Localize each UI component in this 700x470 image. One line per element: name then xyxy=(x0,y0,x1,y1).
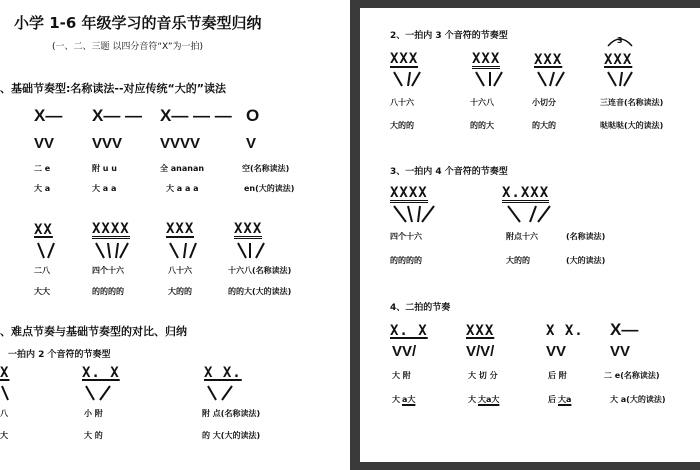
name-label: (名称读法) xyxy=(566,232,606,241)
read-label: en(大的读法) xyxy=(244,184,295,193)
read-label: 大 a a a xyxy=(166,184,199,193)
read-label: 大 xyxy=(392,395,400,404)
name-label: 四个十六 xyxy=(92,266,124,275)
name-label: 小 附 xyxy=(84,409,103,418)
name-label: 大 附 xyxy=(392,371,411,380)
read-label: 大a大 xyxy=(478,395,500,404)
section-4-heading: 4、二拍的节奏 xyxy=(390,303,451,313)
name-label: 后 附 xyxy=(548,371,567,380)
name-label: 大 切 分 xyxy=(468,371,498,380)
note-dotted-eighth: X. X xyxy=(82,365,120,381)
note-eighth-sixteenths: XXX xyxy=(166,221,195,237)
beat-marks: VV xyxy=(610,343,631,360)
name-label: 全 ananan xyxy=(160,164,205,173)
section-2-3-heading: 2、一拍内 3 个音符的节奏型 xyxy=(390,31,508,41)
name-label: 十六八 xyxy=(470,98,494,107)
page-subtitle: (一、二、三题 以四分音符“X”为一拍) xyxy=(52,42,204,52)
read-label: 大 xyxy=(0,431,8,440)
read-label: 大 xyxy=(468,395,476,404)
triplet-number: 3 xyxy=(617,36,623,45)
note-whole: X— — — xyxy=(160,106,232,125)
beat-lines-row3 xyxy=(0,384,350,408)
note-half: X— xyxy=(34,106,63,125)
read-label: 哒哒哒(大的读法) xyxy=(600,121,664,130)
beat-marks-3: VVVV xyxy=(160,135,201,152)
note-eighth-sixteenths: XXX xyxy=(390,51,419,67)
name-label: 附 点(名称读法) xyxy=(202,409,261,418)
note-four-sixteenths: XXXX xyxy=(390,185,428,201)
read-label: 的的大(大的读法) xyxy=(228,287,292,296)
read-label: 的大的 xyxy=(532,121,556,130)
note-triplet: XXX xyxy=(604,52,633,68)
name-label: 三连音(名称读法) xyxy=(600,98,664,107)
read-label: 大 a a xyxy=(92,184,117,193)
name-label: 二 e(名称读法) xyxy=(604,371,660,380)
beat-marks: V/V/ xyxy=(466,343,495,360)
right-page xyxy=(360,8,700,462)
name-label: 空(名称读法) xyxy=(242,164,290,173)
note-sixteenths: XXXX xyxy=(92,221,130,237)
read-label: 大的的 xyxy=(168,287,192,296)
section-2-subheading: 一拍内 2 个音符的节奏型 xyxy=(8,350,111,360)
read-label: 大 a(大的读法) xyxy=(610,395,666,404)
read-label: 的的的的 xyxy=(390,256,422,265)
beat-marks: VV xyxy=(546,343,567,360)
note-eighth: X xyxy=(0,365,10,381)
note-eighth-dotted: X X. xyxy=(204,365,242,381)
name-label: 四个十六 xyxy=(390,232,422,241)
read-label: 的 大(大的读法) xyxy=(202,431,261,440)
note-sixteenths-eighth: XXX xyxy=(234,221,263,237)
name-label: 八十六 xyxy=(168,266,192,275)
read-label: 大 的 xyxy=(84,431,103,440)
read-label: a大 xyxy=(402,395,416,404)
note-dotted-half: X— — xyxy=(92,106,143,125)
name-label: 附点十六 xyxy=(506,232,538,241)
note-half-2beat: X— xyxy=(610,320,639,339)
name-label: 十六八(名称读法) xyxy=(228,266,292,275)
name-label: 小切分 xyxy=(532,98,556,107)
note-eighths: XX xyxy=(34,222,53,238)
read-label: (大的读法) xyxy=(566,256,606,265)
name-label: 二 e xyxy=(34,164,51,173)
beat-marks-2: VVV xyxy=(92,135,123,152)
section-2-heading: 、难点节奏与基础节奏型的对比、归纳 xyxy=(0,325,187,338)
note-eighth-dotted-quarter: X X. xyxy=(546,323,584,339)
name-label: 附 u u xyxy=(92,164,117,173)
note-syncopation: XXX xyxy=(534,52,563,68)
beat-lines-3note xyxy=(360,28,700,98)
read-label: 大大 xyxy=(34,287,50,296)
read-label: 大 a xyxy=(34,184,51,193)
page-title: 小学 1-6 年级学习的音乐节奏型归纳 xyxy=(14,14,262,32)
name-label: 二八 xyxy=(34,266,50,275)
note-syncopation-2beat: XXX xyxy=(466,323,495,339)
note-sixteenths-eighth: XXX xyxy=(472,51,501,67)
beat-marks: VV/ xyxy=(392,343,417,360)
note-rest: O xyxy=(246,106,260,125)
section-3-heading: 3、一拍内 4 个音符的节奏型 xyxy=(390,167,508,177)
read-label: 的的的的 xyxy=(92,287,124,296)
section-1-heading: 、基础节奏型:名称读法--对应传统“大的”读法 xyxy=(0,82,226,95)
read-label: 大的的 xyxy=(390,121,414,130)
read-label: 大a xyxy=(558,395,572,404)
read-label: 后 xyxy=(548,395,556,404)
beat-marks-4: V xyxy=(246,135,257,152)
note-dotted-quarter-eighth: X. X xyxy=(390,323,428,339)
read-label: 的的大 xyxy=(470,121,494,130)
note-dotted-sixteenths: X.XXX xyxy=(502,185,550,201)
name-label: 八十六 xyxy=(390,98,414,107)
beat-lines-4note xyxy=(360,204,700,234)
beat-marks-1: VV xyxy=(34,135,55,152)
name-label: 八 xyxy=(0,409,8,418)
read-label: 大的的 xyxy=(506,256,530,265)
